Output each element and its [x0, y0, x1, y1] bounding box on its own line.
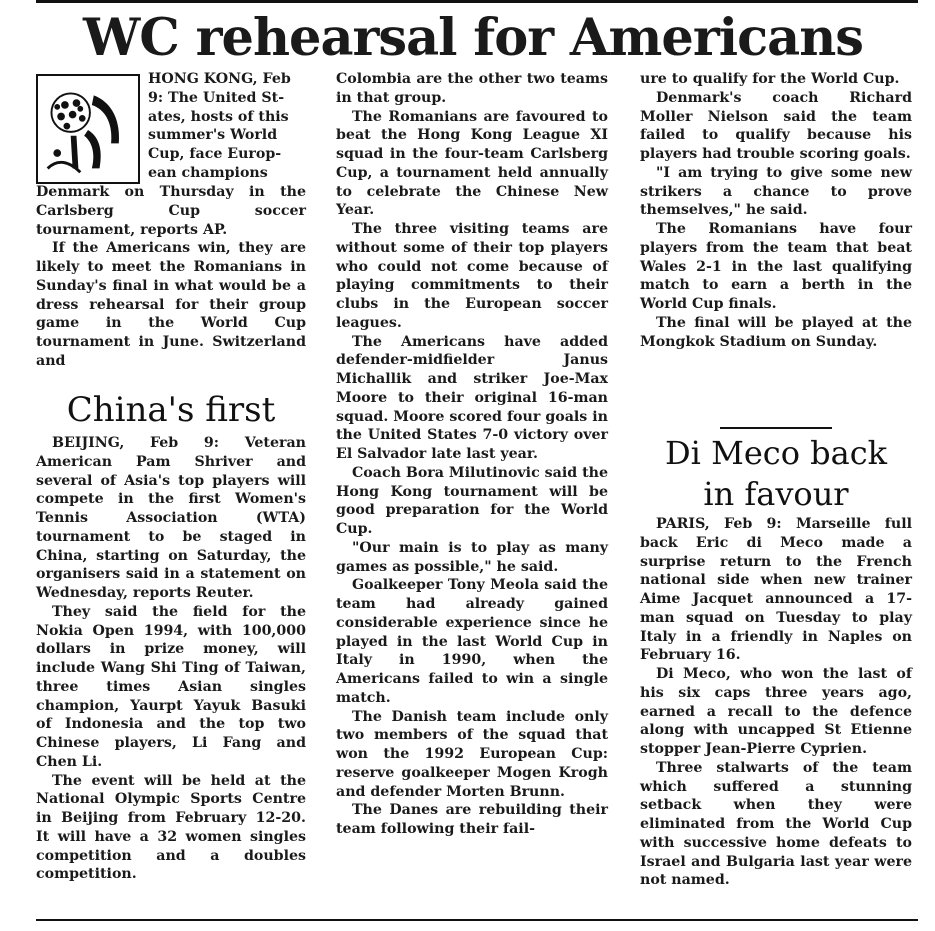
article3-body: [640, 515, 912, 890]
article1-paragraph: Denmark's coach Richard Moller Nielson said the team failed to qualify because his players had trouble scoring goals.: [640, 89, 912, 162]
top-rule: [36, 0, 918, 3]
article1-lead-line: ates, hosts of this: [148, 108, 289, 125]
article2-paragraph: They said the field for the Nokia Open 1994, with 100,000 dollars in prize money, will include Wang Shi Ting of Taiwan, three times Asian singles champion, Yaurpt Yayuk Basuki of Indonesia and the top two Chinese players, Li Fang and Chen Li.: [36, 603, 306, 770]
world-cup-94-logo-icon: [36, 74, 140, 184]
article1-paragraph: The Danes are rebuilding their team following their fail-: [336, 802, 608, 837]
article1-paragraph: The Romanians are favoured to beat the Hong Kong League XI squad in the four-team Carlsberg Cup, a tournament held annually to celebrate the Chinese New Year.: [336, 108, 608, 219]
article1-lead-line: summer's World: [148, 127, 278, 144]
article1-paragraph-continued: Colombia are the other two teams in that group.: [336, 71, 608, 106]
article3-title-line: in favour: [703, 475, 849, 513]
article1-lead-line: Cup, face Europ-: [148, 146, 282, 162]
bottom-rule: [36, 919, 918, 921]
main-headline: WC rehearsal for Americans: [83, 8, 863, 68]
article1-paragraph: Coach Bora Milutinovic said the Hong Kong tournament will be good preparation for the World Cup.: [336, 464, 608, 537]
article1-lead-line: ean champions: [148, 164, 268, 181]
article1-paragraph: "I am trying to give some new strikers a chance to prove themselves," he said.: [640, 164, 912, 219]
article3-paragraph: PARIS, Feb 9: Marseille full back Eric di Meco made a surprise return to the French national side when new trainer Aime Jacquet announced a 17-man squad on Tuesday to play Italy in a friendly in Naples on February 16.: [640, 516, 912, 664]
article3-paragraph: Three stalwarts of the team which suffered a stunning setback when they were eliminated from the World Cup with successive home defeats to Israel and Bulgaria last year were not named.: [640, 759, 912, 889]
article1-paragraph: The Danish team include only two members of the squad that won the 1992 European Cup: reserve goalkeeper Mogen Krogh and defender Morten Brunn.: [336, 708, 608, 800]
article1-column-1-body: [36, 183, 306, 371]
article1-paragraph: The final will be played at the Mongkok Stadium on Sunday.: [640, 314, 912, 350]
article2-title: China's first: [66, 390, 276, 430]
article1-paragraph: Goalkeeper Tony Meola said the team had already gained considerable experience since he played in the last World Cup in Italy in 1990, when the Americans failed to win a single match.: [336, 577, 608, 706]
article1-paragraph: "Our main is to play as many games as possible," he said.: [336, 539, 608, 575]
article1-column-3: [640, 70, 912, 351]
article1-paragraph: The three visiting teams are without some of their top players who could not come because of playing commitments to their clubs in the European soccer leagues.: [336, 221, 608, 331]
article3-title-line: Di Meco back: [665, 434, 887, 472]
article2-body: [36, 434, 306, 884]
article1-column-1: [148, 70, 306, 183]
article3-paragraph: Di Meco, who won the last of his six caps three years ago, earned a recall to the defence along with uncapped St Etienne stopper Jean-Pierre Cyprien.: [640, 666, 912, 757]
article1-paragraph: If the Americans win, they are likely to meet the Romanians in Sunday's final in what would be a dress rehearsal for their group game in the World Cup tournament in June. Switzerland and: [36, 240, 306, 369]
article1-paragraph-continued: ure to qualify for the World Cup.: [640, 71, 900, 87]
article1-lead-line: 9: The United St-: [148, 89, 285, 106]
article1-lead-paragraph: Denmark on Thursday in the Carlsberg Cup soccer tournament, reports AP.: [36, 184, 306, 238]
article-separator-rule: [720, 427, 832, 429]
article2-paragraph: BEIJING, Feb 9: Veteran American Pam Shriver and several of Asia's top players will compete in the first Women's Tennis Association (WTA) tournament to be staged in China, starting on Saturday, the organisers said in a statement on Wednesday, reports Reuter.: [36, 435, 306, 601]
article1-lead-line: HONG KONG, Feb: [148, 71, 291, 87]
article1-paragraph: The Americans have added defender-midfielder Janus Michallik and striker Joe-Max Moore to their original 16-man squad. Moore scored four goals in the United States 7-0 victory over El Salvador late last year.: [336, 333, 608, 462]
article1-column-2: [336, 70, 608, 839]
article2-paragraph: The event will be held at the National Olympic Sports Centre in Beijing from February 12-20. It will have a 32 women singles competition and a doubles competition.: [36, 772, 306, 883]
article1-paragraph: The Romanians have four players from the team that beat Wales 2-1 in the last qualifying match to earn a berth in the World Cup finals.: [640, 221, 912, 312]
article3-title: [640, 433, 912, 515]
